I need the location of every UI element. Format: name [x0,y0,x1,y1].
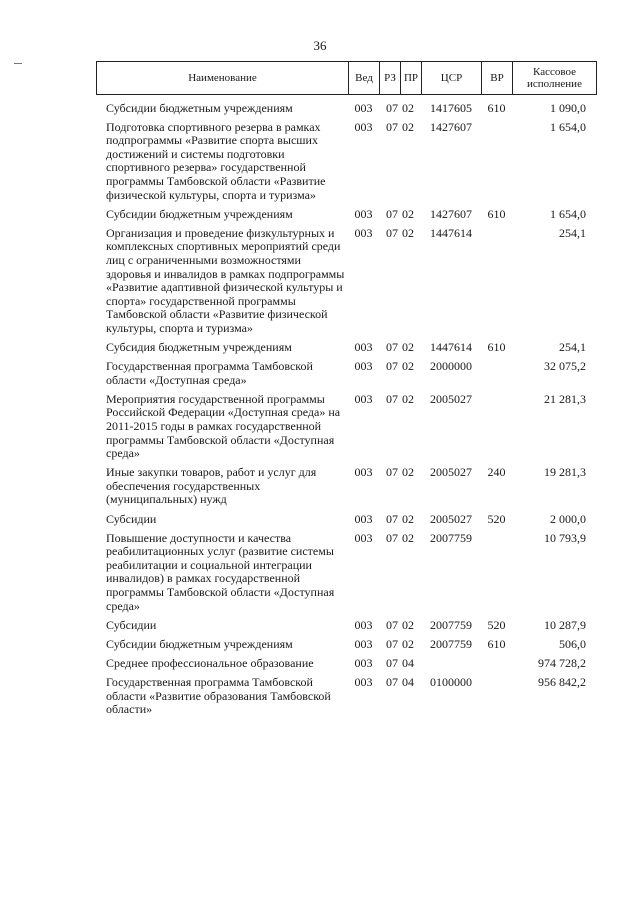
column-header-name: Наименование [97,62,349,95]
cell-amount: 19 281,3 [544,465,586,480]
expenditure-table [96,98,596,719]
cell-pr: 02 [402,465,414,480]
cell-ved: 003 [354,465,373,480]
table-row [96,634,596,653]
cell-ved: 003 [354,636,373,651]
table-row [96,357,596,390]
cell-vr: 610 [487,206,506,221]
cell-ved: 003 [354,655,373,670]
cell-amount: 10 793,9 [544,530,586,545]
page-number: 36 [313,38,327,53]
cell-rz: 07 [386,206,398,221]
cell-csr [421,653,481,672]
cell-rz: 07 [386,655,398,670]
cell-vr [481,117,512,204]
cell-csr: 2005027 [430,465,472,480]
cell-pr: 02 [402,119,414,134]
cell-csr: 2005027 [430,391,472,406]
cell-vr: 520 [487,617,506,632]
cell-amount: 1 654,0 [550,119,586,134]
cell-name: Подготовка спортивного резерва в рамках подпрограммы «Развитие спорта высших достижений и системы подготовки спортивного резерва» государственной программы Тамбовской области «Развитие физической культуры, спорта и туризма» [106,119,326,202]
cell-csr: 1417605 [430,100,472,115]
cell-name: Субсидия бюджетным учреждениям [106,340,292,354]
cell-amount: 10 287,9 [544,617,586,632]
cell-csr: 2005027 [430,511,472,526]
cell-ved: 003 [354,617,373,632]
table-row [96,389,596,462]
cell-amount: 1 654,0 [550,206,586,221]
cell-ved: 003 [354,119,373,134]
column-header-ved: Вед [349,62,380,95]
cell-csr: 2007759 [430,530,472,545]
cell-csr: 2007759 [430,617,472,632]
cell-rz: 07 [386,119,398,134]
cell-rz: 07 [386,340,398,354]
cell-amount: 2 000,0 [550,511,586,526]
table-row [96,204,596,223]
cell-rz: 07 [386,225,398,240]
cell-name: Субсидии [106,511,157,526]
cell-ved: 003 [354,511,373,526]
table-row [96,338,596,357]
cell-vr: 610 [487,340,506,354]
cell-rz: 07 [386,617,398,632]
cell-ved: 003 [354,100,373,115]
cell-vr [481,528,512,615]
cell-pr: 02 [402,206,414,221]
column-header-rz: РЗ [380,62,401,95]
cell-amount: 21 281,3 [544,391,586,406]
cell-rz: 07 [386,465,398,480]
cell-amount: 974 728,2 [538,655,586,670]
cell-pr: 02 [402,511,414,526]
cell-rz: 07 [386,511,398,526]
table-row [96,528,596,615]
cell-rz: 07 [386,530,398,545]
column-header-pr: ПР [401,62,422,95]
cell-pr: 02 [402,225,414,240]
table-row [96,509,596,528]
margin-mark [14,63,22,64]
cell-rz: 07 [386,359,398,374]
cell-amount: 506,0 [559,636,586,651]
cell-csr: 1427607 [430,206,472,221]
cell-name: Иные закупки товаров, работ и услуг для обеспечения государственных (муниципальных) нужд [106,465,317,507]
table-row [96,223,596,337]
column-header-vr: ВР [482,62,513,95]
cell-pr: 02 [402,530,414,545]
cell-vr [481,653,512,672]
cell-pr: 04 [402,655,414,670]
column-header-amount: Кассовое исполнение [513,62,597,95]
cell-name: Организация и проведение физкультурных и комплексных спортивных мероприятий среди лиц с ограниченными возможностями здоровья и инвалидов в рамках подпрограммы «Развитие адаптивной физической культуры и спорта» государственной программы Тамбовской области «Развитие физической культуры, спорта и туризма» [106,225,345,335]
cell-rz: 07 [386,391,398,406]
cell-ved: 003 [354,206,373,221]
cell-name: Субсидии бюджетным учреждениям [106,636,293,651]
cell-rz: 07 [386,674,398,689]
cell-pr: 02 [402,100,414,115]
cell-csr: 1447614 [430,225,472,240]
cell-name: Государственная программа Тамбовской области «Развитие образования Тамбовской области» [106,674,331,717]
column-header-csr: ЦСР [422,62,482,95]
cell-name: Повышение доступности и качества реабилитационных услуг (развитие системы реабилитации и социальной интеграции инвалидов) в рамках государственной программы Тамбовской области «Доступная среда» [106,530,335,613]
table-body [96,98,596,719]
cell-vr [481,389,512,462]
cell-csr: 2007759 [430,636,472,651]
cell-pr: 02 [402,340,414,354]
table-row [96,653,596,672]
cell-name: Субсидии бюджетным учреждениям [106,100,293,115]
cell-ved: 003 [354,530,373,545]
cell-ved: 003 [354,391,373,406]
cell-amount: 32 075,2 [544,359,586,374]
cell-csr: 0100000 [430,674,472,689]
cell-vr: 520 [487,511,506,526]
table-row [96,615,596,634]
cell-pr: 02 [402,391,414,406]
cell-rz: 07 [386,100,398,115]
table-row [96,98,596,117]
cell-ved: 003 [354,359,373,374]
table-header [96,61,597,95]
cell-pr: 02 [402,636,414,651]
cell-csr: 1447614 [430,340,472,354]
cell-vr [481,223,512,337]
cell-vr: 610 [487,100,506,115]
cell-ved: 003 [354,225,373,240]
cell-pr: 04 [402,674,414,689]
cell-vr: 610 [487,636,506,651]
cell-vr [481,672,512,718]
cell-pr: 02 [402,617,414,632]
cell-name: Среднее профессиональное образование [106,655,314,670]
cell-amount: 1 090,0 [550,100,586,115]
cell-amount: 956 842,2 [538,674,586,689]
cell-pr: 02 [402,359,414,374]
cell-amount: 254,1 [559,225,586,240]
cell-vr: 240 [487,465,506,480]
cell-csr: 1427607 [430,119,472,134]
cell-name: Государственная программа Тамбовской области «Доступная среда» [106,359,313,387]
cell-csr: 2000000 [430,359,472,374]
cell-amount: 254,1 [559,340,586,354]
table-row [96,117,596,204]
cell-name: Мероприятия государственной программы Российской Федерации «Доступная среда» на 2011-2015 годы в рамках государственной программы Тамбовской области «Доступная среда» [106,391,341,461]
cell-name: Субсидии [106,617,157,632]
cell-name: Субсидии бюджетным учреждениям [106,206,293,221]
table-row [96,672,596,718]
cell-vr [481,357,512,390]
table-row [96,463,596,509]
cell-ved: 003 [354,674,373,689]
cell-ved: 003 [354,340,373,354]
cell-rz: 07 [386,636,398,651]
